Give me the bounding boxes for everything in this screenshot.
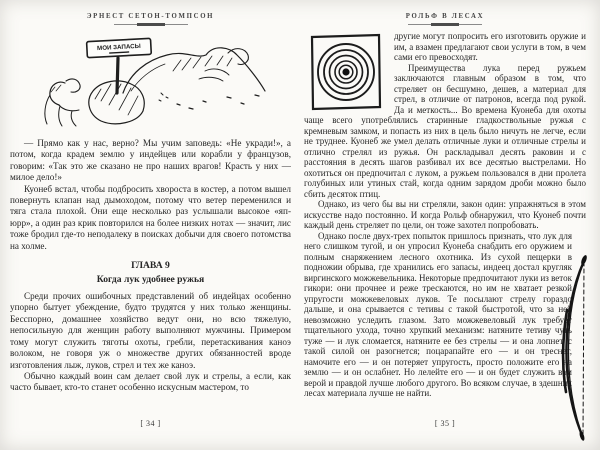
target-illustration	[308, 32, 384, 112]
page-left	[10, 0, 291, 450]
paragraph: Среди прочих ошибочных представлений об индейцах особенно упорно бытует убеждение, будто трудятся у них только женщины. Бесспорно, домашнее хозяйство ведут они, но всю тяжелую, непосильную для женщин работу выполняют мужчины. Примером тому могут служить тяготы охоты, гребли, перетаскивания каноэ волоком, не говоря уж о множестве других обязанностей вроде изготовления лыж, луков, стрел и тех же каноэ.	[10, 291, 291, 370]
cache-illustration-drawing	[35, 31, 267, 135]
page-number-right: [ 35 ]	[434, 419, 456, 428]
header-rule-right	[408, 23, 482, 26]
paragraph: — Прямо как у нас, верно? Мы учим заповедь: «Не укради!», а потом, когда крадем землю у индейцев или корабли у французов, говорим: «Так это же сказано не про наших врагов! Красть у них — милое дело!»	[10, 138, 291, 183]
chapter-number: ГЛАВА 9	[131, 260, 170, 272]
header-rule-thick	[431, 23, 459, 26]
running-head-right-text: РОЛЬФ В ЛЕСАХ	[405, 13, 485, 20]
cache-illustration	[35, 31, 267, 135]
header-rule-thick	[137, 23, 165, 26]
cache-sign	[86, 38, 151, 57]
chapter-heading	[10, 260, 291, 286]
paragraph: Обычно каждый воин сам делает свой лук и стрелы, а если, как часто бывает, кто-то станет особенно искусным мастером, то	[10, 370, 291, 393]
page-number-left: [ 34 ]	[140, 419, 161, 428]
paragraph: Однако, из чего бы вы ни стреляли, закон один: упражняться в этом искусстве надо постоянно. И когда Рольф обнаружил, что Куонеб почти каждый день стреляет по цели, он тоже захотел попробовать.	[304, 199, 586, 230]
paragraph: другие могут попросить его изготовить оружие и им, а взамен предлагают свои услуги в том, в чем сами его превосходят.	[394, 31, 586, 62]
page-right	[304, 0, 586, 450]
header-rule-left	[114, 23, 188, 26]
running-head-left	[10, 0, 291, 26]
paragraph: Однако после двух-трех попыток пришлось признать, что лук для него слишком тугой, и он упросил Куонеба снабдить его оружием и полным снаряжением лесного охотника. Из сухой пещерки в подножии обрыва, где хранились его запасы, индеец достал кругляк виргинского можжевельника. Некоторые предпочитают луки из веток гикори: они прочнее и реже трескаются, но им не хватает резкой упругости можжевеловых луков. Те посылают стрелу гораздо дальше, и она срывается с тетивы с такой быстротой, что за ней невозможно уследить глазом. Зато можжевеловый лук требует тщательного ухода, точно хрупкий механизм: натяните тетиву чуть туже — и лук сломается, натяните ее без стрелы — и она лопнет, с такой силой он разогнется; поцарапайте его — и он треснет, намочите его — и он потеряет упругость, просто положите его на землю — и он ослабнет. Но лелейте его — и он будет служить вам верой и правдой лучше любого другого. Во всяком случае, в здешних лесах материала лучше не найти.	[304, 230, 572, 398]
target-icon	[308, 32, 384, 112]
chapter-title: Когда лук удобнее ружья	[96, 274, 205, 286]
running-head-left-text: ЭРНЕСТ СЕТОН-ТОМПСОН	[86, 13, 215, 20]
cache-sign-text: МОИ ЗАПАСЫ	[96, 42, 141, 53]
paragraph: Куонеб встал, чтобы подбросить хвороста в костер, а потом вышел повернуть клапан над дымоходом, потому что ветер переменился и тяга стала плохой. Они еще несколько раз услышали высокое «яп-юрр», а один раз крик повторился на более низких нотах — значит, лис тоже бродил где-то неподалеку в поисках добычи для своего потомства на холме.	[10, 183, 291, 251]
running-head-right	[304, 0, 586, 26]
paragraph: Преимущества лука перед ружьем заключаются главным образом в том, что стреляет он бесшумно, дешев, а материал для стрел, в отличие от патронов, всегда под рукой. Да и меткость... Во времена Куонеба для охоты чаще всего употреблялись старинные гладкоствольные ружья с кремневым замком, и попасть из них в цель было ничуть не легче, если не труднее. Куонеб же умел делать отличные луки и отличные стрелы и отлично стрелял из ружья. Он раскладывал десять раковин и с расстояния в десять шагов разбивал их все десятью выстрелами. Но охотиться он предпочитал с луком, а ружьем пользовался в дни пролета голубиных или утиных стай, когда одним зарядом дроби можно было сбить десяток птиц.	[304, 62, 586, 199]
right-text-block	[304, 31, 586, 399]
